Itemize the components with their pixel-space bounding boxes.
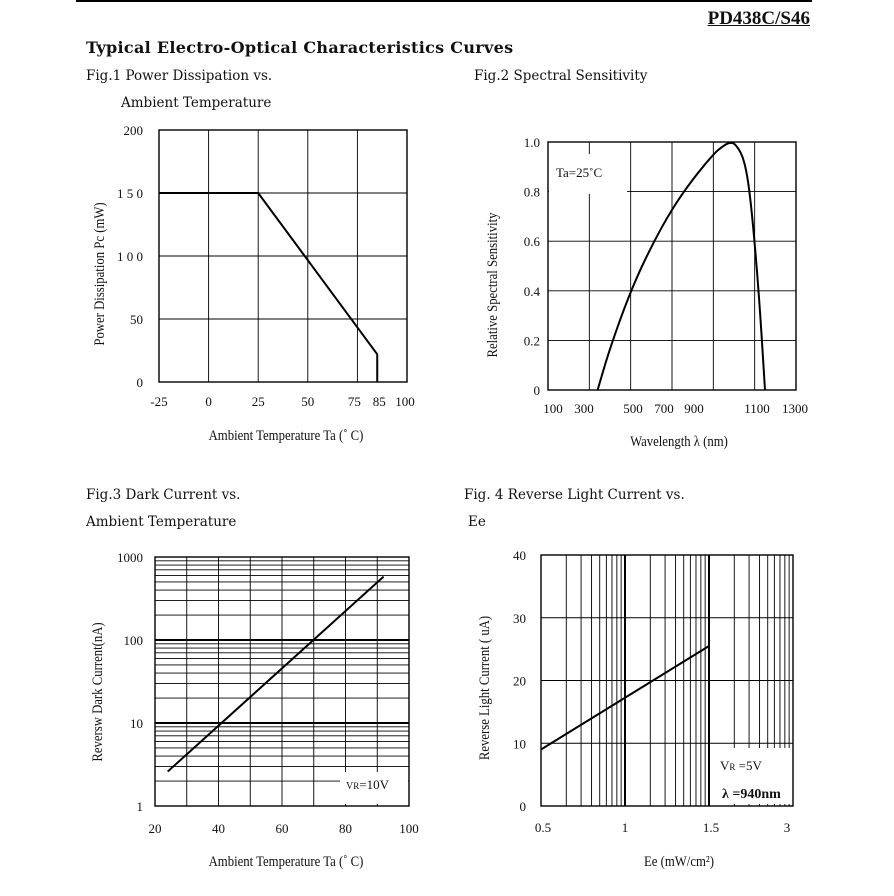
fig3-y-tick-label: 1000: [117, 550, 143, 565]
fig3-y-axis-label: Reversw Dark Current(nA): [90, 622, 107, 762]
fig4-annotation-lambda: λ =940nm: [722, 787, 781, 802]
fig1-chart: [159, 130, 407, 382]
fig3-y-tick-label: 1: [136, 799, 143, 814]
fig2-caption-line1: Fig.2 Spectral Sensitivity: [474, 68, 648, 84]
fig2-y-tick-label: 0: [533, 383, 540, 398]
fig3-x-tick-label: 20: [148, 821, 162, 836]
fig1-y-tick-label: 1 0 0: [117, 249, 143, 264]
fig3-chart: [155, 557, 409, 806]
fig1-caption-line2: Ambient Temperature: [121, 95, 272, 111]
fig2-y-tick-label: 0.4: [523, 283, 540, 299]
fig2-x-tick-label: 1300: [782, 401, 808, 416]
fig1-x-tick-label: 50: [301, 394, 315, 409]
fig2-x-tick-label: 100: [543, 401, 563, 416]
fig2-x-tick-label: 500: [623, 401, 643, 416]
fig4-y-axis-label: Reverse Light Current ( uA): [477, 615, 494, 761]
fig4-x-tick-label: 1: [621, 820, 629, 835]
fig4-caption-line2: Ee: [468, 514, 486, 530]
fig1-y-tick-label: 50: [130, 312, 143, 327]
fig1-y-tick-label: 0: [136, 375, 143, 390]
fig4-y-tick-label: 10: [513, 736, 526, 752]
fig1-x-tick-label: 85: [372, 394, 386, 409]
fig4-y-tick-label: 20: [513, 673, 526, 689]
fig4-chart: [541, 555, 793, 806]
fig2-x-tick-label: 300: [574, 401, 594, 416]
fig2-annotation: Ta=25˚C: [556, 165, 603, 180]
fig1-y-tick-label: 200: [123, 123, 143, 138]
fig3-caption-line2: Ambient Temperature: [86, 514, 237, 530]
fig1-x-axis-label: Ambient Temperature Ta (˚ C): [208, 428, 364, 445]
fig1-x-tick-label: 75: [347, 394, 361, 409]
fig1-x-tick-label: -25: [150, 394, 168, 409]
fig4-y-tick-label: 40: [513, 548, 526, 563]
fig3-y-tick-label: 10: [130, 716, 143, 731]
fig2-y-tick-label: 0.2: [523, 333, 540, 349]
fig4-annotation-vr: VR =5V: [720, 758, 762, 773]
fig3-annotation: VR=10V: [346, 777, 389, 792]
fig3-x-axis-label: Ambient Temperature Ta (˚ C): [208, 854, 364, 871]
fig1-x-tick-label: 100: [395, 394, 415, 409]
fig3-x-tick-label: 60: [275, 821, 289, 836]
fig2-y-axis-label: Relative Spectral Sensitivity: [485, 212, 502, 358]
fig4-x-tick-label: 3: [783, 820, 791, 835]
fig2-x-tick-label: 1100: [744, 401, 770, 416]
section-title: Typical Electro-Optical Characteristics Curves: [86, 38, 514, 57]
fig1-y-axis-label: Power Dissipation Pc (mW): [92, 202, 109, 346]
fig1-x-tick-label: 0: [205, 394, 212, 409]
fig3-x-tick-label: 40: [212, 821, 225, 836]
fig3-x-tick-label: 80: [339, 821, 352, 836]
fig3-caption-line1: Fig.3 Dark Current vs.: [86, 487, 241, 503]
fig4-x-axis-label: Ee (mW/cm²): [644, 854, 714, 871]
fig2-x-tick-label: 900: [684, 401, 704, 416]
fig1-caption-line1: Fig.1 Power Dissipation vs.: [86, 68, 273, 84]
fig2-y-tick-label: 0.8: [523, 184, 540, 200]
fig3-x-tick-label: 100: [399, 821, 419, 836]
fig2-x-tick-label: 700: [654, 401, 674, 416]
fig2-y-tick-label: 1.0: [523, 135, 540, 150]
fig4-caption-line1: Fig. 4 Reverse Light Current vs.: [464, 487, 685, 503]
fig1-x-tick-label: 25: [251, 394, 265, 409]
fig4-x-tick-label: 0.5: [534, 820, 552, 835]
fig3-series-line: [168, 577, 384, 772]
fig2-y-tick-label: 0.6: [523, 234, 540, 250]
fig2-x-axis-label: Wavelength λ (nm): [630, 434, 728, 451]
fig4-y-tick-label: 0: [519, 799, 526, 814]
fig1-y-tick-label: 1 5 0: [117, 186, 143, 201]
fig3-y-tick-label: 100: [123, 633, 143, 648]
fig1-series-line: [159, 193, 377, 382]
fig4-y-tick-label: 30: [513, 610, 526, 626]
part-number: PD438C/S46: [707, 8, 810, 29]
fig4-x-tick-label: 1.5: [702, 820, 720, 835]
